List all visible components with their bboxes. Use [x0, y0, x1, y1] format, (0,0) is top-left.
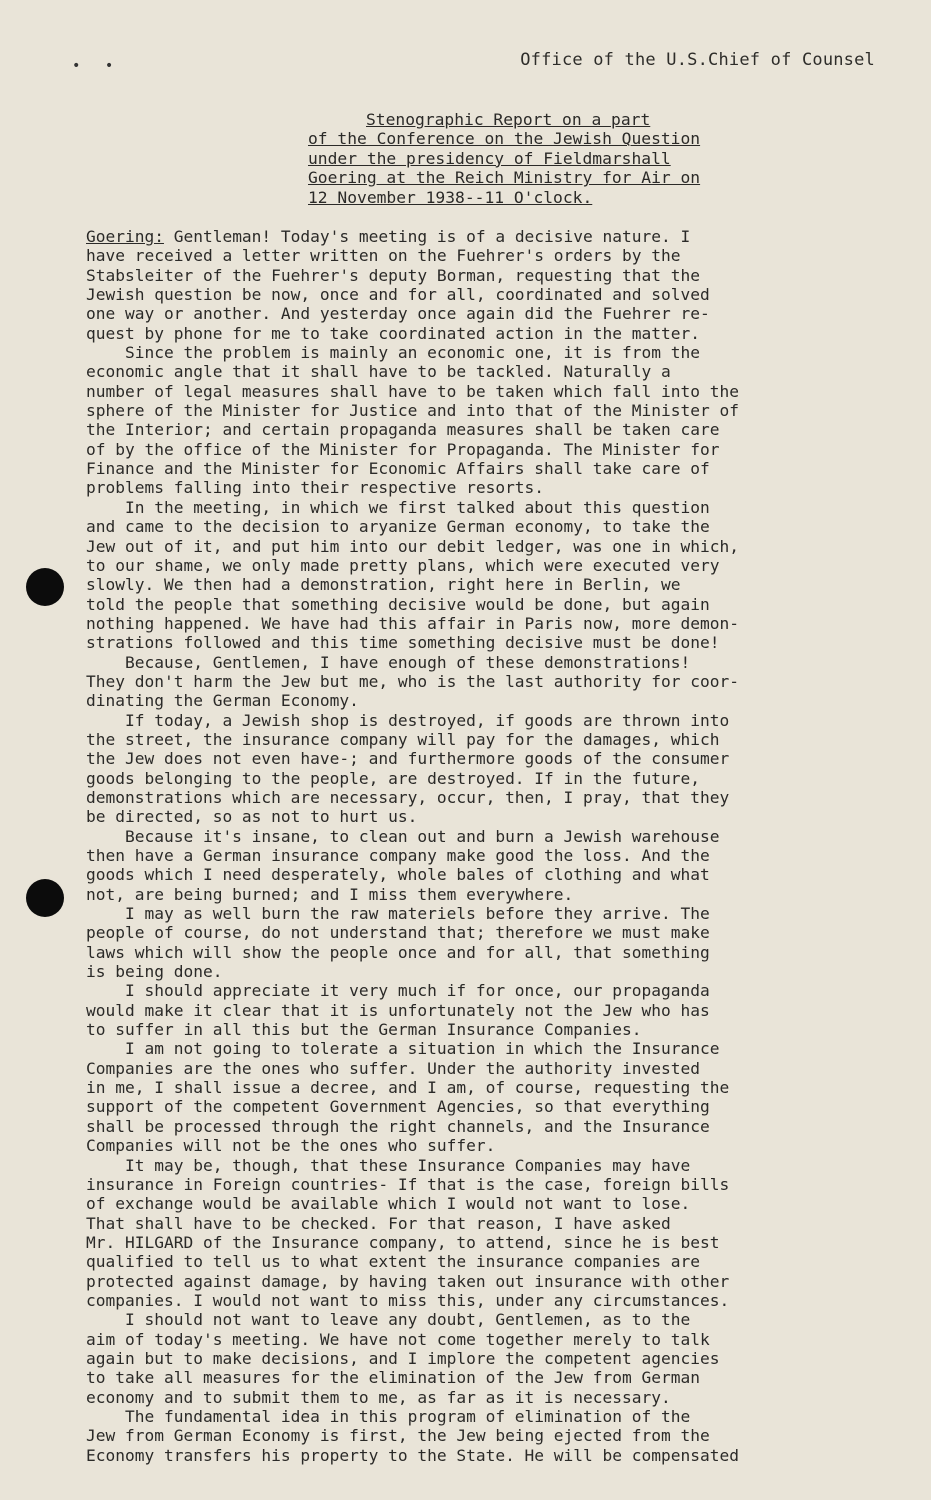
- text-line: one way or another. And yesterday once again did the Fuehrer re-: [86, 304, 710, 324]
- text-line: I may as well burn the raw materiels before they arrive. The: [86, 904, 710, 924]
- text-line: I am not going to tolerate a situation in which the Insurance: [86, 1039, 720, 1059]
- text-line: That shall have to be checked. For that reason, I have asked: [86, 1213, 671, 1233]
- text-line: economic angle that it shall have to be tackled. Naturally a: [86, 362, 671, 382]
- text-line: sphere of the Minister for Justice and into that of the Minister of: [86, 401, 739, 421]
- text-line-content: Gentleman! Today's meeting is of a decisive nature. I: [163, 227, 691, 246]
- text-line: Companies will not be the ones who suffer.: [86, 1136, 496, 1156]
- report-body: [86, 227, 876, 1465]
- text-line: slowly. We then had a demonstration, right here in Berlin, we: [86, 575, 681, 595]
- text-line: to take all measures for the elimination of the Jew from German: [86, 1368, 700, 1388]
- text-line: number of legal measures shall have to be taken which fall into the: [86, 381, 739, 401]
- text-line: Finance and the Minister for Economic Affairs shall take care of: [86, 459, 710, 479]
- punch-hole: [26, 568, 64, 606]
- text-line: nothing happened. We have had this affair in Paris now, more demon-: [86, 613, 739, 633]
- text-line: and came to the decision to aryanize German economy, to take the: [86, 517, 710, 537]
- text-line: people of course, do not understand that; therefore we must make: [86, 923, 710, 943]
- text-line: [86, 227, 876, 246]
- text-line: I should appreciate it very much if for once, our propaganda: [86, 981, 710, 1001]
- text-line: to suffer in all this but the German Insurance Companies.: [86, 1020, 642, 1040]
- text-line: quest by phone for me to take coordinated action in the matter.: [86, 323, 700, 343]
- page-marks: • •: [72, 58, 122, 74]
- text-line: They don't harm the Jew but me, who is the last authority for coor-: [86, 671, 739, 691]
- text-line: It may be, though, that these Insurance Companies may have: [86, 1155, 691, 1175]
- text-line: Stabsleiter of the Fuehrer's deputy Borman, requesting that the: [86, 265, 700, 285]
- text-line: Economy transfers his property to the State. He will be compensated: [86, 1445, 739, 1465]
- text-line: Jew from German Economy is first, the Jew being ejected from the: [86, 1426, 710, 1446]
- text-line: have received a letter written on the Fuehrer's orders by the: [86, 246, 681, 266]
- text-line: I should not want to leave any doubt, Gentlemen, as to the: [86, 1310, 691, 1330]
- text-line: again but to make decisions, and I implore the competent agencies: [86, 1348, 720, 1368]
- text-line: support of the competent Government Agencies, so that everything: [86, 1097, 710, 1117]
- text-line: shall be processed through the right channels, and the Insurance: [86, 1116, 710, 1136]
- title-line: Stenographic Report on a part: [366, 110, 651, 129]
- office-header: Office of the U.S.Chief of Counsel: [520, 50, 875, 70]
- text-line: Because, Gentlemen, I have enough of these demonstrations!: [86, 652, 691, 672]
- text-line: told the people that something decisive would be done, but again: [86, 594, 710, 614]
- text-line: Mr. HILGARD of the Insurance company, to attend, since he is best: [86, 1232, 720, 1252]
- text-line: strations followed and this time something decisive must be done!: [86, 633, 720, 653]
- report-title: [308, 110, 778, 207]
- text-line: In the meeting, in which we first talked about this question: [86, 497, 710, 517]
- text-line: in me, I shall issue a decree, and I am, of course, requesting the: [86, 1078, 730, 1098]
- title-line: 12 November 1938--11 O'clock.: [308, 187, 593, 207]
- text-line: protected against damage, by having taken out insurance with other: [86, 1271, 730, 1291]
- text-line: the street, the insurance company will pay for the damages, which: [86, 729, 720, 749]
- text-line: goods belonging to the people, are destroyed. If in the future,: [86, 768, 700, 788]
- text-line: demonstrations which are necessary, occur, then, I pray, that they: [86, 787, 730, 807]
- text-line: aim of today's meeting. We have not come together merely to talk: [86, 1329, 710, 1349]
- text-line: not, are being burned; and I miss them everywhere.: [86, 884, 574, 904]
- title-line: of the Conference on the Jewish Question: [308, 129, 701, 149]
- text-line: the Interior; and certain propaganda measures shall be taken care: [86, 420, 720, 440]
- text-line: of exchange would be available which I would not want to lose.: [86, 1194, 691, 1214]
- text-line: insurance in Foreign countries- If that is the case, foreign bills: [86, 1174, 730, 1194]
- text-line: dinating the German Economy.: [86, 691, 359, 711]
- text-line: companies. I would not want to miss this, under any circumstances.: [86, 1290, 730, 1310]
- text-line: Because it's insane, to clean out and burn a Jewish warehouse: [86, 826, 720, 846]
- text-line: to our shame, we only made pretty plans, which were executed very: [86, 555, 720, 575]
- text-line: problems falling into their respective resorts.: [86, 478, 545, 498]
- text-line: Jew out of it, and put him into our debit ledger, was one in which,: [86, 536, 739, 556]
- text-line: qualified to tell us to what extent the insurance companies are: [86, 1252, 700, 1272]
- text-line: economy and to submit them to me, as far as it is necessary.: [86, 1387, 671, 1407]
- text-line: Since the problem is mainly an economic one, it is from the: [86, 343, 700, 363]
- text-line: Jewish question be now, once and for all, coordinated and solved: [86, 285, 710, 305]
- text-line: goods which I need desperately, whole bales of clothing and what: [86, 865, 710, 885]
- text-line: Companies are the ones who suffer. Under the authority invested: [86, 1058, 700, 1078]
- title-line: Goering at the Reich Ministry for Air on: [308, 168, 701, 188]
- text-line: laws which will show the people once and for all, that something: [86, 942, 710, 962]
- text-line: If today, a Jewish shop is destroyed, if goods are thrown into: [86, 710, 730, 730]
- punch-hole: [26, 879, 64, 917]
- text-line: of by the office of the Minister for Propaganda. The Minister for: [86, 439, 720, 459]
- speaker-label: Goering:: [86, 227, 164, 246]
- text-line: would make it clear that it is unfortunately not the Jew who has: [86, 1000, 710, 1020]
- text-line: is being done.: [86, 962, 223, 982]
- text-line: be directed, so as not to hurt us.: [86, 807, 418, 827]
- text-line: the Jew does not even have-; and furthermore goods of the consumer: [86, 749, 730, 769]
- text-line: The fundamental idea in this program of elimination of the: [86, 1406, 691, 1426]
- text-line: then have a German insurance company make good the loss. And the: [86, 846, 710, 865]
- title-line: under the presidency of Fieldmarshall: [308, 148, 671, 168]
